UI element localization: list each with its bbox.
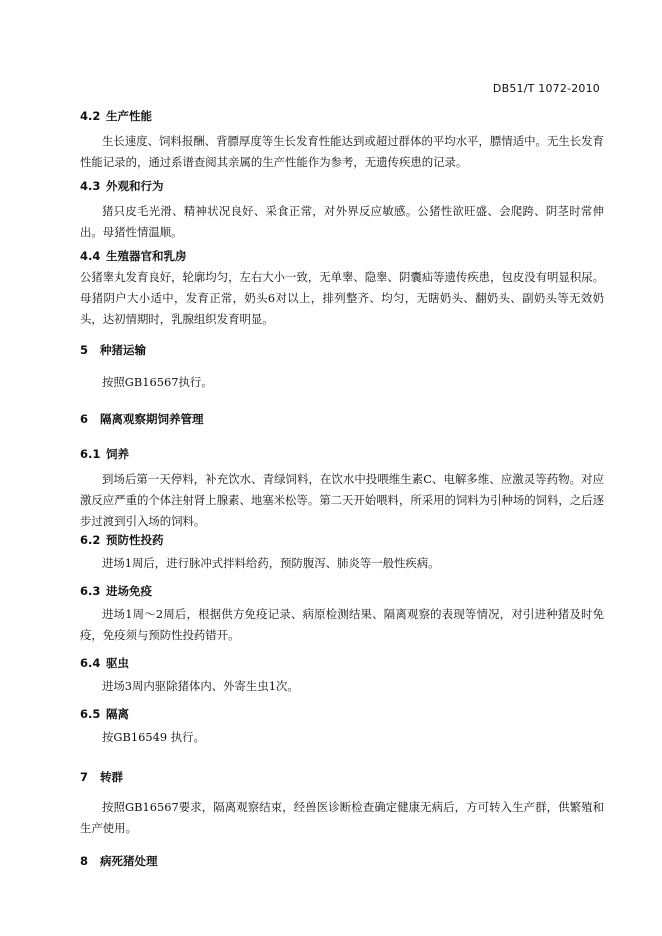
paragraph-6-4: 进场3周内驱除猪体内、外寄生虫1次。 [102,679,299,693]
section-heading-4-4 [80,248,604,264]
paragraph-6-1: 到场后第一天停料，补充饮水、青绿饲料，在饮水中投喂维生素C、电解多维、应激灵等药物。对应激反应严重的个体注射肾上腺素、地塞米松等。第二天开始喂料，所采用的饲料为引种场的饲料，之后逐步过渡到引入场的饲料。 [80,472,604,528]
section-heading-6-3 [80,583,604,599]
paragraph-4-4: 公猪睾丸发育良好，轮廓均匀，左右大小一致，无单睾、隐睾、阴囊疝等遗传疾患，包皮没有明显积尿。母猪阴户大小适中，发育正常，奶头6对以上，排列整齐、均匀，无瞎奶头、翻奶头、副奶头等无效奶头，达初情期时，乳腺组织发育明显。 [80,270,604,326]
section-title: 隔离 [106,707,129,721]
paragraph-6-5: 按GB16549 执行。 [102,730,205,744]
section-title: 生产性能 [106,109,152,123]
section-number: 7 [80,770,89,784]
paragraph-4-2: 生长速度、饲料报酬、背膘厚度等生长发育性能达到或超过群体的平均水平，膘情适中。无生长发育性能记录的，通过系谱查阅其亲属的生产性能作为参考，无遗传疾患的记录。 [80,134,604,169]
section-heading-6-1 [80,446,604,462]
section-heading-4-3 [80,178,604,194]
section-title: 进场免疫 [106,584,152,598]
paragraph-6-3: 进场1周～2周后，根据供方免疫记录、病原检测结果、隔离观察的表现等情况，对引进种猪及时免疫，免疫须与预防性投药错开。 [80,607,604,642]
section-heading-8 [80,853,604,869]
section-title: 隔离观察期饲养管理 [100,412,204,426]
section-heading-6-2 [80,532,604,548]
section-number: 6.1 [80,447,101,461]
section-title: 外观和行为 [106,179,164,193]
section-title: 预防性投药 [106,533,164,547]
section-heading-7 [80,769,604,785]
paragraph-4-3: 猪只皮毛光滑、精神状况良好、采食正常，对外界反应敏感。公猪性欲旺盛、会爬跨、阴茎时常伸出。母猪性情温顺。 [80,204,604,239]
section-heading-6-5 [80,706,604,722]
document-code: DB51/T 1072-2010 [492,82,600,95]
paragraph-5: 按照GB16567执行。 [102,375,213,389]
paragraph-6-2: 进场1周后，进行脉冲式拌料给药，预防腹泻、肺炎等一般性疾病。 [102,556,440,570]
section-number: 6.2 [80,533,101,547]
section-heading-4-2 [80,108,604,124]
section-heading-6 [80,411,604,427]
section-number: 6 [80,412,89,426]
section-title: 转群 [100,770,123,784]
section-number: 6.5 [80,707,101,721]
section-title: 生殖器官和乳房 [106,249,187,263]
section-number: 8 [80,854,89,868]
section-number: 5 [80,343,89,357]
section-heading-6-4 [80,655,604,671]
section-title: 病死猪处理 [100,854,158,868]
section-number: 4.2 [80,109,101,123]
section-title: 种猪运输 [100,343,146,357]
section-title: 饲养 [106,447,129,461]
section-title: 驱虫 [106,656,129,670]
section-number: 4.4 [80,249,101,263]
paragraph-7: 按照GB16567要求，隔离观察结束，经兽医诊断检查确定健康无病后，方可转入生产群，供繁殖和生产使用。 [80,800,604,835]
section-heading-5 [80,342,604,358]
section-number: 4.3 [80,179,101,193]
section-number: 6.3 [80,584,101,598]
section-number: 6.4 [80,656,101,670]
